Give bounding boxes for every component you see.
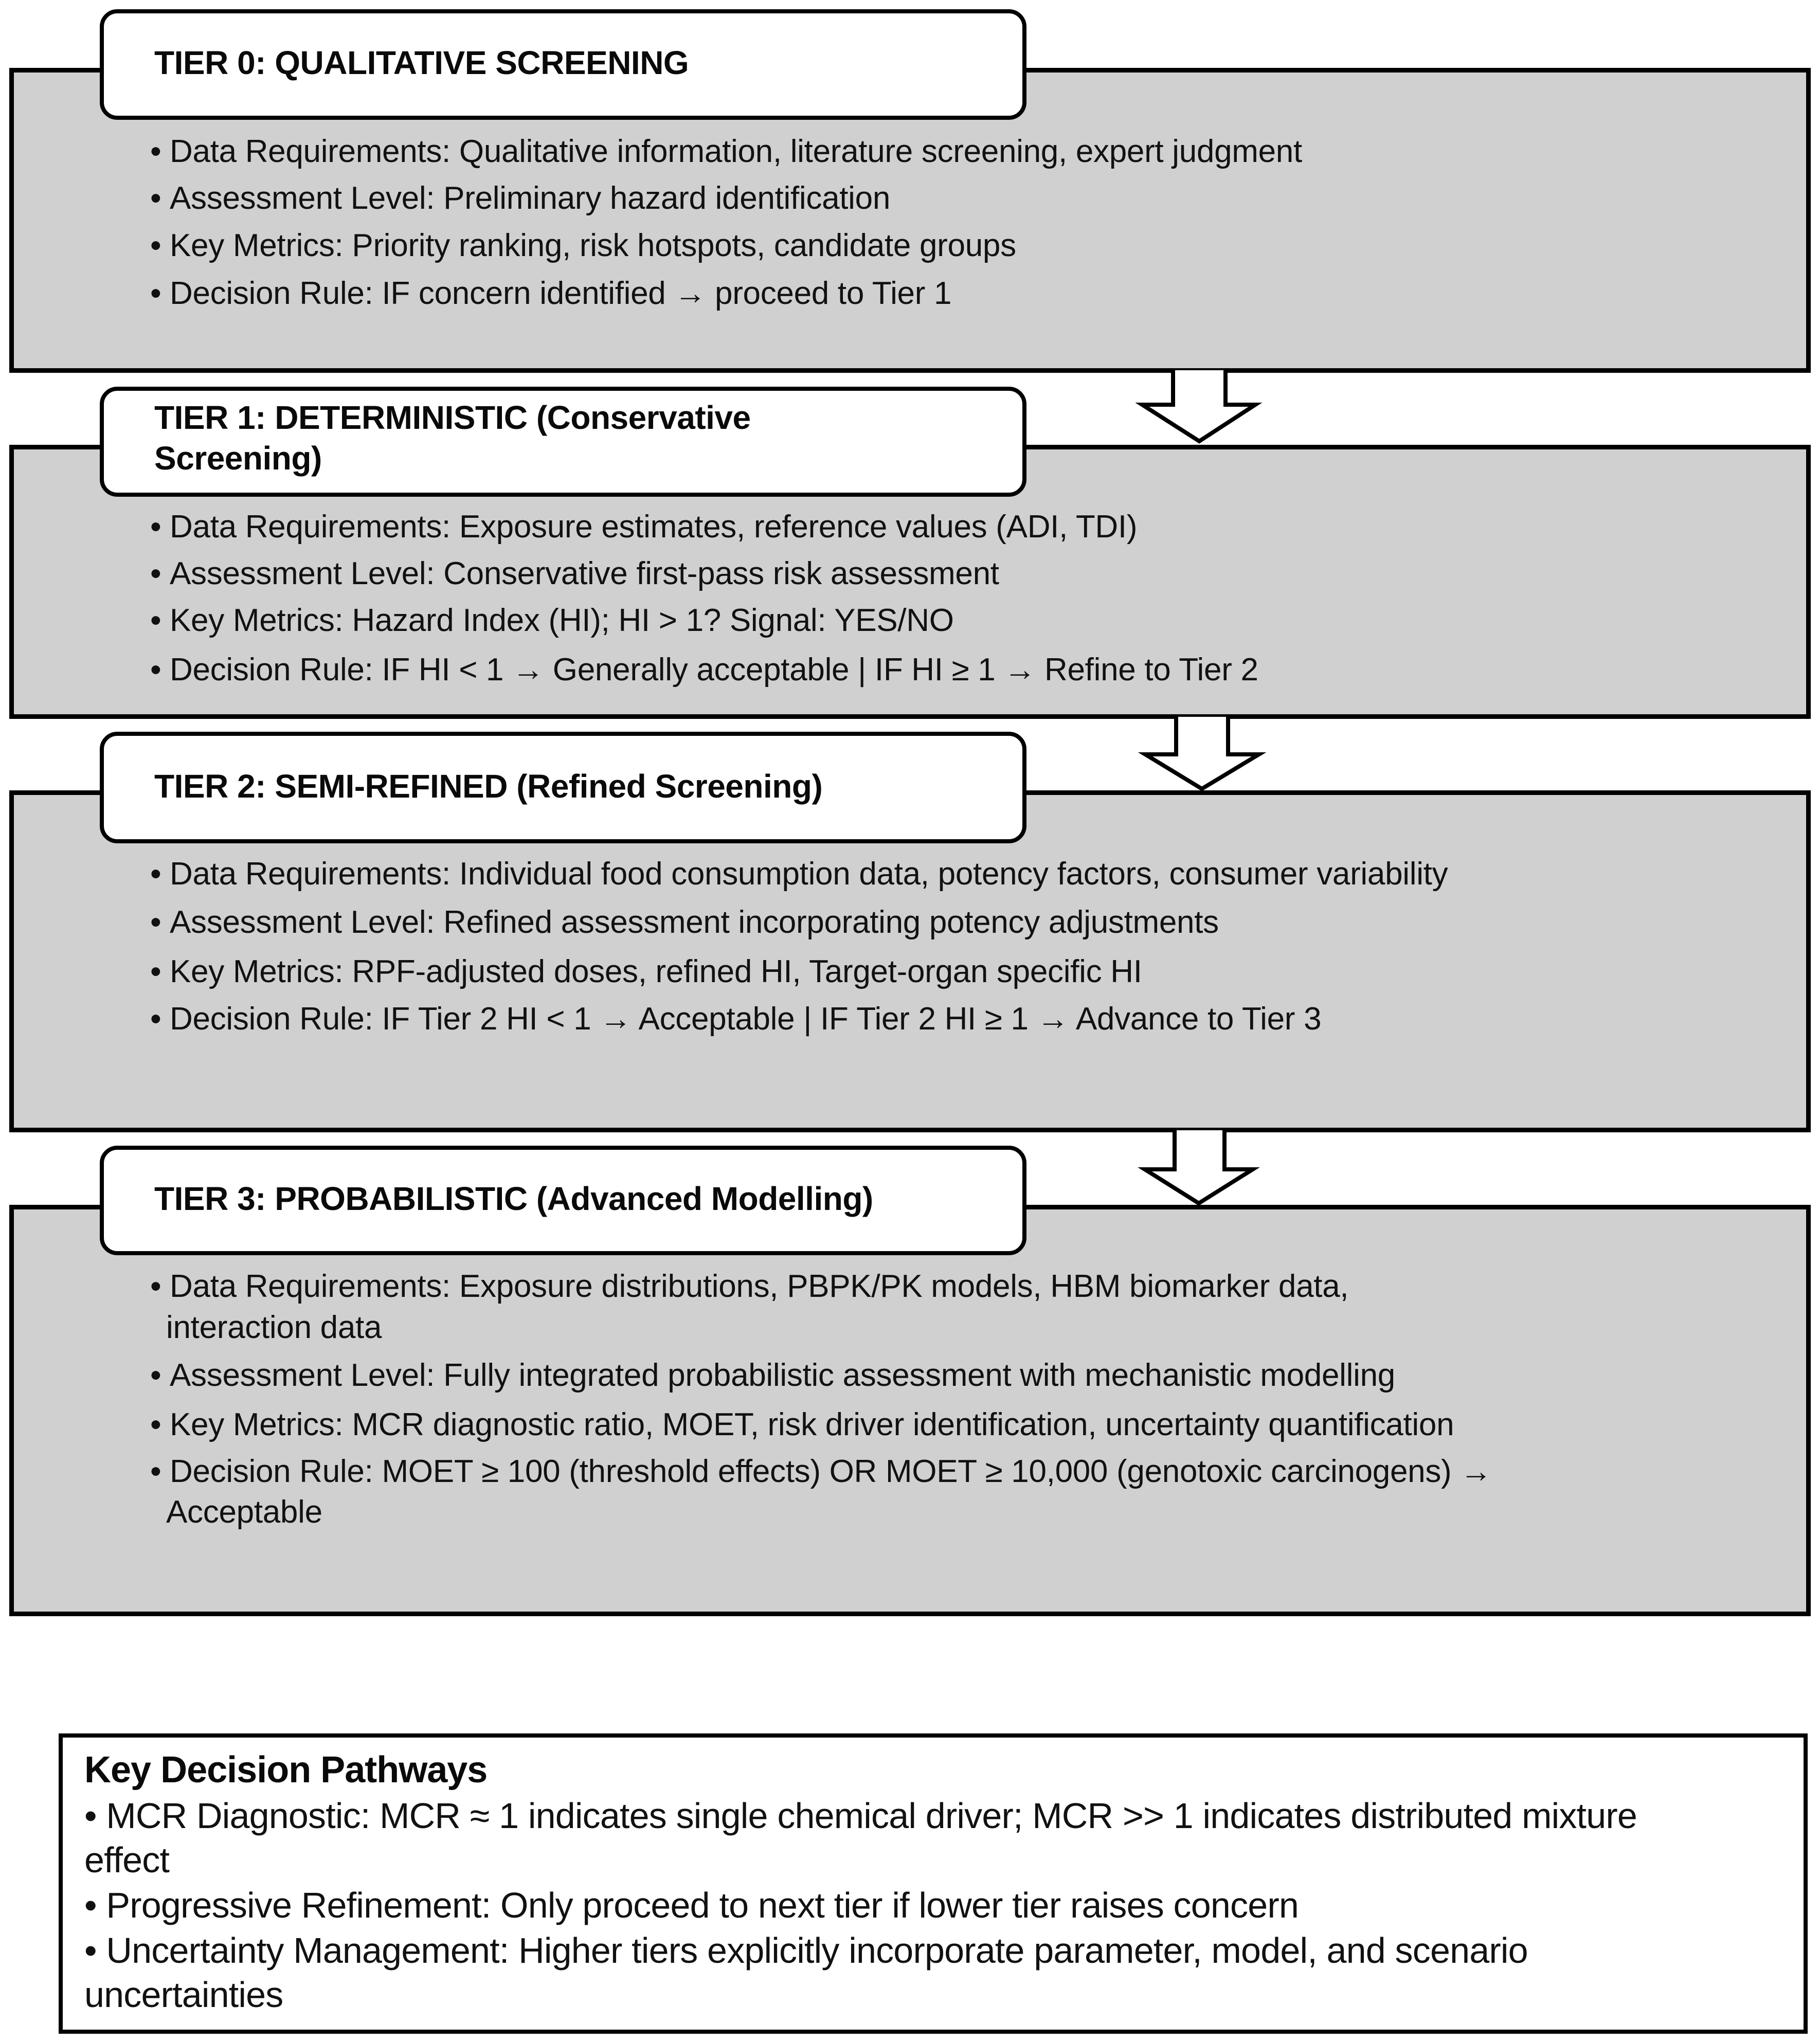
tier-3-title: TIER 3: PROBABILISTIC (Advanced Modelling) [154,1180,873,1217]
key-line-mcr-diagnostic-cont: effect [84,1840,170,1880]
tier-0-key-metrics: • Key Metrics: Priority ranking, risk hotspots, candidate groups [150,228,1016,263]
tier-2-decision-rule: • Decision Rule: IF Tier 2 HI < 1 → Acceptable | IF Tier 2 HI ≥ 1 → Advance to Tier 3 [150,1001,1322,1037]
bullet-icon: • [150,1269,161,1304]
key-line-uncertainty-management-cont: uncertainties [84,1975,283,2015]
down-arrow-icon [1136,1128,1263,1208]
key-line-progressive-refinement: • Progressive Refinement: Only proceed to next tier if lower tier raises concern [84,1885,1299,1925]
tier-0-decision-rule: • Decision Rule: IF concern identified → proceed to Tier 1 [150,276,952,311]
tier-1-assessment-level: • Assessment Level: Conservative first-pass risk assessment [150,556,999,591]
tier-3-decision-rule-cont: Acceptable [166,1494,322,1530]
bullet-icon: • [150,134,161,169]
bullet-icon: • [150,1358,161,1393]
bullet-icon: • [150,652,161,688]
tier-3-data-requirements-cont: interaction data [166,1310,382,1345]
tier-0-title: TIER 0: QUALITATIVE SCREENING [154,44,689,81]
key-decision-pathways-title: Key Decision Pathways [84,1749,488,1791]
tier-2-key-metrics: • Key Metrics: RPF-adjusted doses, refined HI, Target-organ specific HI [150,954,1142,989]
bullet-icon: • [150,1407,161,1442]
key-line-uncertainty-management: • Uncertainty Management: Higher tiers explicitly incorporate parameter, model, and scenario [84,1930,1528,1970]
bullet-icon: • [150,954,161,989]
down-arrow-icon [1134,368,1264,448]
tier-1-decision-rule: • Decision Rule: IF HI < 1 → Generally acceptable | IF HI ≥ 1 → Refine to Tier 2 [150,652,1258,688]
bullet-icon: • [150,603,161,638]
key-line-mcr-diagnostic: • MCR Diagnostic: MCR ≈ 1 indicates single chemical driver; MCR >> 1 indicates distributed mixture [84,1796,1637,1836]
down-arrow-icon [1137,715,1268,794]
tier-3-assessment-level: • Assessment Level: Fully integrated probabilistic assessment with mechanistic modelling [150,1358,1395,1393]
tier-2-assessment-level: • Assessment Level: Refined assessment incorporating potency adjustments [150,905,1219,940]
tier-2-title: TIER 2: SEMI-REFINED (Refined Screening) [154,768,823,805]
bullet-icon: • [150,509,161,545]
tier-3-data-requirements: • Data Requirements: Exposure distributions, PBPK/PK models, HBM biomarker data, [150,1269,1349,1304]
tier-0-assessment-level: • Assessment Level: Preliminary hazard identification [150,180,891,216]
bullet-icon: • [150,905,161,940]
bullet-icon: • [150,856,161,892]
tier-1-title-line-2: Screening) [154,440,322,477]
tier-0-data-requirements: • Data Requirements: Qualitative information, literature screening, expert judgment [150,134,1302,169]
bullet-icon: • [150,1454,161,1489]
tier-3-decision-rule: • Decision Rule: MOET ≥ 100 (threshold effects) OR MOET ≥ 10,000 (genotoxic carcinogens) → [150,1454,1492,1489]
tier-1-data-requirements: • Data Requirements: Exposure estimates, reference values (ADI, TDI) [150,509,1138,545]
bullet-icon: • [150,180,161,216]
tier-2-data-requirements: • Data Requirements: Individual food consumption data, potency factors, consumer variability [150,856,1448,892]
tier-3-key-metrics: • Key Metrics: MCR diagnostic ratio, MOET, risk driver identification, uncertainty quantification [150,1407,1454,1442]
tier-1-title-line-1: TIER 1: DETERMINISTIC (Conservative [154,399,751,436]
bullet-icon: • [150,228,161,263]
bullet-icon: • [150,276,161,311]
tier-1-key-metrics: • Key Metrics: Hazard Index (HI); HI > 1? Signal: YES/NO [150,603,954,638]
bullet-icon: • [150,556,161,591]
bullet-icon: • [150,1001,161,1037]
